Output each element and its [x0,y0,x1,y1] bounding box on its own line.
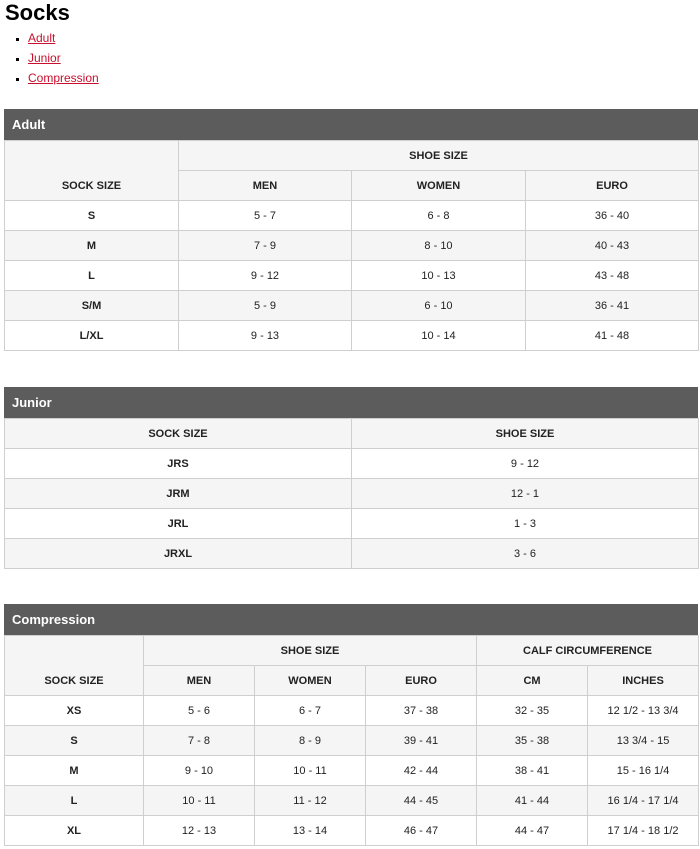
compression-table-cell: 13 - 14 [255,816,366,846]
adult-table-cell: 5 - 7 [179,201,352,231]
compression-table-cell: 35 - 38 [477,726,588,756]
compression-table-cell: 42 - 44 [366,756,477,786]
adult-table-row [5,201,699,231]
compression-table-cell: 9 - 10 [144,756,255,786]
compression-cm-header: CM [477,666,588,696]
nav-link-compression[interactable]: Compression [28,71,99,85]
adult-table-cell: 36 - 41 [526,291,699,321]
compression-table-cell: 41 - 44 [477,786,588,816]
junior-table-row [5,539,699,569]
junior-section-header: Junior [4,387,698,418]
compression-table-cell: 44 - 47 [477,816,588,846]
compression-table-cell: 5 - 6 [144,696,255,726]
compression-table-cell: 32 - 35 [477,696,588,726]
compression-table-cell: 16 1/4 - 17 1/4 [588,786,699,816]
adult-section-header: Adult [4,109,698,140]
adult-table-cell: S/M [5,291,179,321]
junior-table-row [5,509,699,539]
junior-table-cell: 9 - 12 [352,449,699,479]
compression-women-header: WOMEN [255,666,366,696]
junior-size-table [4,418,699,569]
adult-size-table [4,140,699,351]
compression-table-cell: XL [5,816,144,846]
adult-table-cell: 8 - 10 [352,231,526,261]
junior-table-cell: 1 - 3 [352,509,699,539]
compression-table-row [5,726,699,756]
junior-table-cell: 3 - 6 [352,539,699,569]
compression-euro-header: EURO [366,666,477,696]
junior-table-cell: JRM [5,479,352,509]
compression-table-cell: M [5,756,144,786]
compression-table-row [5,786,699,816]
adult-table-cell: 10 - 13 [352,261,526,291]
compression-calf-header: CALF CIRCUMFERENCE [477,636,699,666]
adult-table-cell: 36 - 40 [526,201,699,231]
nav-link-adult[interactable]: Adult [28,31,56,45]
adult-euro-header: EURO [526,171,699,201]
adult-table-cell: 7 - 9 [179,231,352,261]
compression-table-cell: 10 - 11 [255,756,366,786]
adult-shoe-size-header: SHOE SIZE [179,141,699,171]
compression-section-header: Compression [4,604,698,635]
adult-table-cell: 40 - 43 [526,231,699,261]
compression-table-cell: 44 - 45 [366,786,477,816]
adult-table-cell: 9 - 12 [179,261,352,291]
compression-table-cell: 38 - 41 [477,756,588,786]
adult-table-cell: M [5,231,179,261]
adult-table-cell: 43 - 48 [526,261,699,291]
nav-item-adult [28,28,99,48]
nav-item-compression [28,68,99,88]
adult-women-header: WOMEN [352,171,526,201]
compression-table-cell: 13 3/4 - 15 [588,726,699,756]
compression-table-cell: S [5,726,144,756]
page-title: Socks [5,0,70,25]
adult-table-cell: 5 - 9 [179,291,352,321]
adult-table-cell: S [5,201,179,231]
compression-table-cell: 39 - 41 [366,726,477,756]
junior-table-row [5,449,699,479]
junior-sock-size-header: SOCK SIZE [5,419,352,449]
compression-table-cell: 37 - 38 [366,696,477,726]
compression-inches-header: INCHES [588,666,699,696]
junior-table-cell: JRL [5,509,352,539]
compression-men-header: MEN [144,666,255,696]
compression-table-cell: 6 - 7 [255,696,366,726]
adult-table-cell: 10 - 14 [352,321,526,351]
compression-sock-size-header: SOCK SIZE [5,636,144,696]
compression-table-cell: 10 - 11 [144,786,255,816]
nav-link-junior[interactable]: Junior [28,51,61,65]
junior-table-cell: JRS [5,449,352,479]
junior-table-cell: 12 - 1 [352,479,699,509]
compression-table-cell: L [5,786,144,816]
compression-table-cell: 12 1/2 - 13 3/4 [588,696,699,726]
compression-table-cell: 7 - 8 [144,726,255,756]
compression-table-cell: XS [5,696,144,726]
adult-table-cell: L/XL [5,321,179,351]
adult-table-cell: L [5,261,179,291]
adult-sock-size-header: SOCK SIZE [5,141,179,201]
junior-table-cell: JRXL [5,539,352,569]
compression-table-cell: 12 - 13 [144,816,255,846]
compression-section [4,604,698,846]
junior-shoe-size-header: SHOE SIZE [352,419,699,449]
compression-table-cell: 11 - 12 [255,786,366,816]
adult-section [4,109,698,351]
compression-table-row [5,816,699,846]
compression-shoe-size-header: SHOE SIZE [144,636,477,666]
adult-table-cell: 6 - 8 [352,201,526,231]
compression-table-cell: 8 - 9 [255,726,366,756]
section-nav [0,28,99,88]
compression-table-row [5,696,699,726]
nav-item-junior [28,48,99,68]
compression-table-cell: 17 1/4 - 18 1/2 [588,816,699,846]
compression-table-cell: 46 - 47 [366,816,477,846]
compression-size-table [4,635,699,846]
junior-section [4,387,698,569]
adult-table-cell: 6 - 10 [352,291,526,321]
junior-table-row [5,479,699,509]
adult-men-header: MEN [179,171,352,201]
compression-table-row [5,756,699,786]
compression-table-cell: 15 - 16 1/4 [588,756,699,786]
adult-table-row [5,231,699,261]
adult-table-row [5,261,699,291]
adult-table-cell: 41 - 48 [526,321,699,351]
adult-table-cell: 9 - 13 [179,321,352,351]
adult-table-row [5,291,699,321]
adult-table-row [5,321,699,351]
